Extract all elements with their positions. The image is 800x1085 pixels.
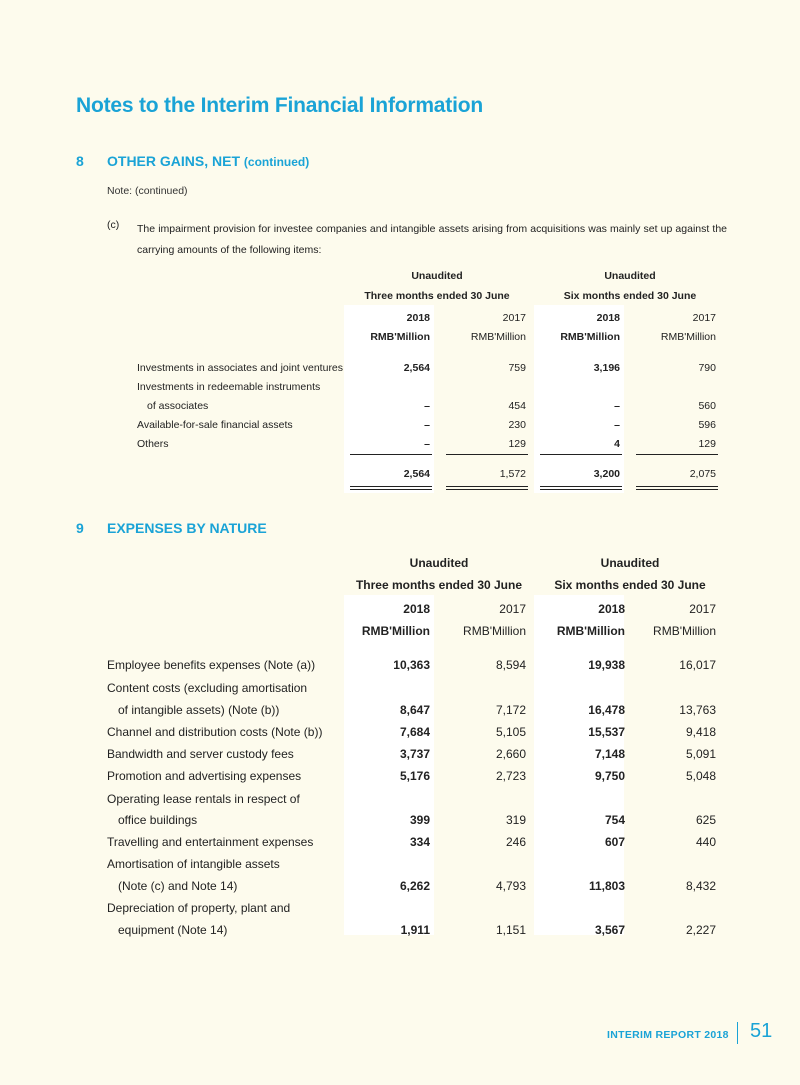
- cell: 1,151: [495, 923, 526, 937]
- cell: 319: [505, 813, 526, 827]
- table-row: [0, 747, 800, 763]
- cell: 13,763: [679, 703, 716, 717]
- cell: 2,660: [495, 747, 526, 761]
- table-row: [0, 835, 800, 851]
- subtotal-line: [636, 454, 718, 455]
- row-label: Investments in associates and joint ventures: [137, 362, 344, 374]
- cell: 8,594: [495, 658, 526, 672]
- t1-unit-2: RMB'Million: [470, 331, 526, 343]
- footer-divider: [737, 1022, 738, 1044]
- total-double-line: [540, 486, 622, 490]
- subtotal-line: [540, 454, 622, 455]
- cell: –: [424, 419, 430, 431]
- table-row: [0, 381, 800, 395]
- t1-year-row: [0, 312, 800, 326]
- cell: 334: [409, 835, 430, 849]
- cell: 10,363: [393, 658, 430, 672]
- section-8-title-suffix: (continued): [243, 155, 310, 169]
- cell: 5,176: [399, 769, 430, 783]
- row-label: Channel and distribution costs (Note (b)): [107, 725, 323, 739]
- section-9-title: EXPENSES BY NATURE: [107, 520, 267, 536]
- t2-group1-label: Unaudited: [409, 556, 469, 570]
- row-label: Amortisation of intangible assets: [107, 857, 280, 871]
- section-8-number: 8: [76, 153, 84, 169]
- table-row: [0, 658, 800, 674]
- t1-unit-4: RMB'Million: [660, 331, 716, 343]
- row-label: Available-for-sale financial assets: [137, 419, 293, 431]
- total-row: [0, 468, 800, 482]
- row-label: Promotion and advertising expenses: [107, 769, 302, 783]
- row-label: Operating lease rentals in respect of: [107, 792, 300, 806]
- t2-group2-period: Six months ended 30 June: [554, 578, 706, 592]
- t2-year-3: 2018: [598, 602, 625, 616]
- total-cell: 3,200: [593, 468, 620, 480]
- section-8-title: [107, 153, 309, 169]
- table-row: [0, 438, 800, 452]
- cell: 1,911: [400, 923, 430, 937]
- section-8-title-text: OTHER GAINS, NET: [107, 153, 241, 169]
- cell: 9,750: [594, 769, 625, 783]
- cell: 754: [604, 813, 625, 827]
- t2-unit-2: RMB'Million: [463, 624, 526, 638]
- cell: 2,227: [685, 923, 716, 937]
- t1-unit-3: RMB'Million: [560, 331, 620, 343]
- cell: 8,432: [685, 879, 716, 893]
- cell: 19,938: [588, 658, 625, 672]
- cell: 3,567: [594, 923, 625, 937]
- cell: 759: [508, 362, 526, 374]
- t1-group2-label: Unaudited: [604, 270, 656, 282]
- table-row: [0, 703, 800, 719]
- t1-year-2: 2017: [502, 312, 526, 324]
- cell: 2,564: [403, 362, 430, 374]
- cell: 11,803: [588, 879, 625, 893]
- cell: 129: [508, 438, 526, 450]
- cell: 596: [698, 419, 716, 431]
- table-row: [0, 792, 800, 808]
- t1-group2-period: Six months ended 30 June: [563, 290, 697, 302]
- cell: 8,647: [399, 703, 430, 717]
- cell: 7,172: [495, 703, 526, 717]
- cell: 607: [604, 835, 625, 849]
- cell: 129: [698, 438, 716, 450]
- cell: 399: [409, 813, 430, 827]
- subtotal-line: [446, 454, 528, 455]
- table-row: [0, 725, 800, 741]
- cell: –: [614, 419, 620, 431]
- row-label: Bandwidth and server custody fees: [107, 747, 294, 761]
- row-label: Others: [137, 438, 169, 450]
- table-row: [0, 923, 800, 939]
- t1-group1-period: Three months ended 30 June: [364, 290, 510, 302]
- cell: 560: [698, 400, 716, 412]
- table-row: [0, 681, 800, 697]
- cell: –: [424, 438, 430, 450]
- cell: 6,262: [399, 879, 430, 893]
- t1-group1-label: Unaudited: [411, 270, 463, 282]
- cell: 5,105: [495, 725, 526, 739]
- cell: 16,478: [588, 703, 625, 717]
- cell: 3,196: [593, 362, 620, 374]
- cell: 16,017: [679, 658, 716, 672]
- row-label: (Note (c) and Note 14): [118, 879, 238, 893]
- cell: 7,148: [594, 747, 625, 761]
- row-label: Travelling and entertainment expenses: [107, 835, 314, 849]
- t2-unit-row: [0, 624, 800, 640]
- table-row: [0, 419, 800, 433]
- cell: 4: [614, 438, 620, 450]
- cell: 15,537: [588, 725, 625, 739]
- t2-group2-label: Unaudited: [600, 556, 660, 570]
- total-double-line: [446, 486, 528, 490]
- total-double-line: [636, 486, 718, 490]
- t2-unit-4: RMB'Million: [653, 624, 716, 638]
- t2-group1-period: Three months ended 30 June: [355, 578, 523, 592]
- table-row: [0, 400, 800, 414]
- total-cell: 1,572: [499, 468, 526, 480]
- t1-unit-row: [0, 331, 800, 345]
- t2-unit-3: RMB'Million: [556, 624, 625, 638]
- cell: 5,048: [685, 769, 716, 783]
- section-9-number: 9: [76, 520, 84, 536]
- t1-year-4: 2017: [692, 312, 716, 324]
- t2-year-1: 2018: [403, 602, 430, 616]
- cell: 5,091: [685, 747, 716, 761]
- total-cell: 2,075: [689, 468, 716, 480]
- row-label: Depreciation of property, plant and: [107, 901, 291, 915]
- t1-year-3: 2018: [596, 312, 620, 324]
- total-double-line: [350, 486, 432, 490]
- table-row: [0, 813, 800, 829]
- row-label: of associates: [147, 400, 209, 412]
- row-label: Content costs (excluding amortisation: [107, 681, 308, 695]
- subtotal-line: [350, 454, 432, 455]
- row-label: Investments in redeemable instruments: [137, 381, 321, 393]
- note-label: Note: (continued): [107, 185, 188, 197]
- t1-year-1: 2018: [406, 312, 430, 324]
- t1-unit-1: RMB'Million: [370, 331, 430, 343]
- cell: –: [424, 400, 430, 412]
- cell: 440: [695, 835, 716, 849]
- table-row: [0, 857, 800, 873]
- cell: 3,737: [399, 747, 430, 761]
- cell: 790: [698, 362, 716, 374]
- note-c-text: The impairment provision for investee companies and intangible assets arising from acquisitions was mainly set up against the carrying amounts of the following items:: [137, 223, 727, 256]
- table-row: [0, 901, 800, 917]
- table-row: [0, 362, 800, 376]
- cell: 2,723: [495, 769, 526, 783]
- cell: 246: [505, 835, 526, 849]
- page-title: Notes to the Interim Financial Information: [76, 94, 483, 117]
- t2-year-row: [0, 602, 800, 618]
- footer-report-label: INTERIM REPORT 2018: [607, 1029, 729, 1041]
- table-row: [0, 879, 800, 895]
- table-row: [0, 769, 800, 785]
- cell: 230: [508, 419, 526, 431]
- cell: 4,793: [495, 879, 526, 893]
- row-label: Employee benefits expenses (Note (a)): [107, 658, 316, 672]
- cell: –: [614, 400, 620, 412]
- cell: 7,684: [399, 725, 430, 739]
- row-label: of intangible assets) (Note (b)): [118, 703, 280, 717]
- cell: 625: [695, 813, 716, 827]
- page-number: 51: [750, 1020, 773, 1042]
- cell: 454: [508, 400, 526, 412]
- row-label: office buildings: [118, 813, 198, 827]
- note-c-label: (c): [107, 219, 120, 231]
- cell: 9,418: [685, 725, 716, 739]
- t2-unit-1: RMB'Million: [361, 624, 430, 638]
- total-cell: 2,564: [403, 468, 430, 480]
- row-label: equipment (Note 14): [118, 923, 228, 937]
- t2-year-2: 2017: [499, 602, 526, 616]
- t2-year-4: 2017: [689, 602, 716, 616]
